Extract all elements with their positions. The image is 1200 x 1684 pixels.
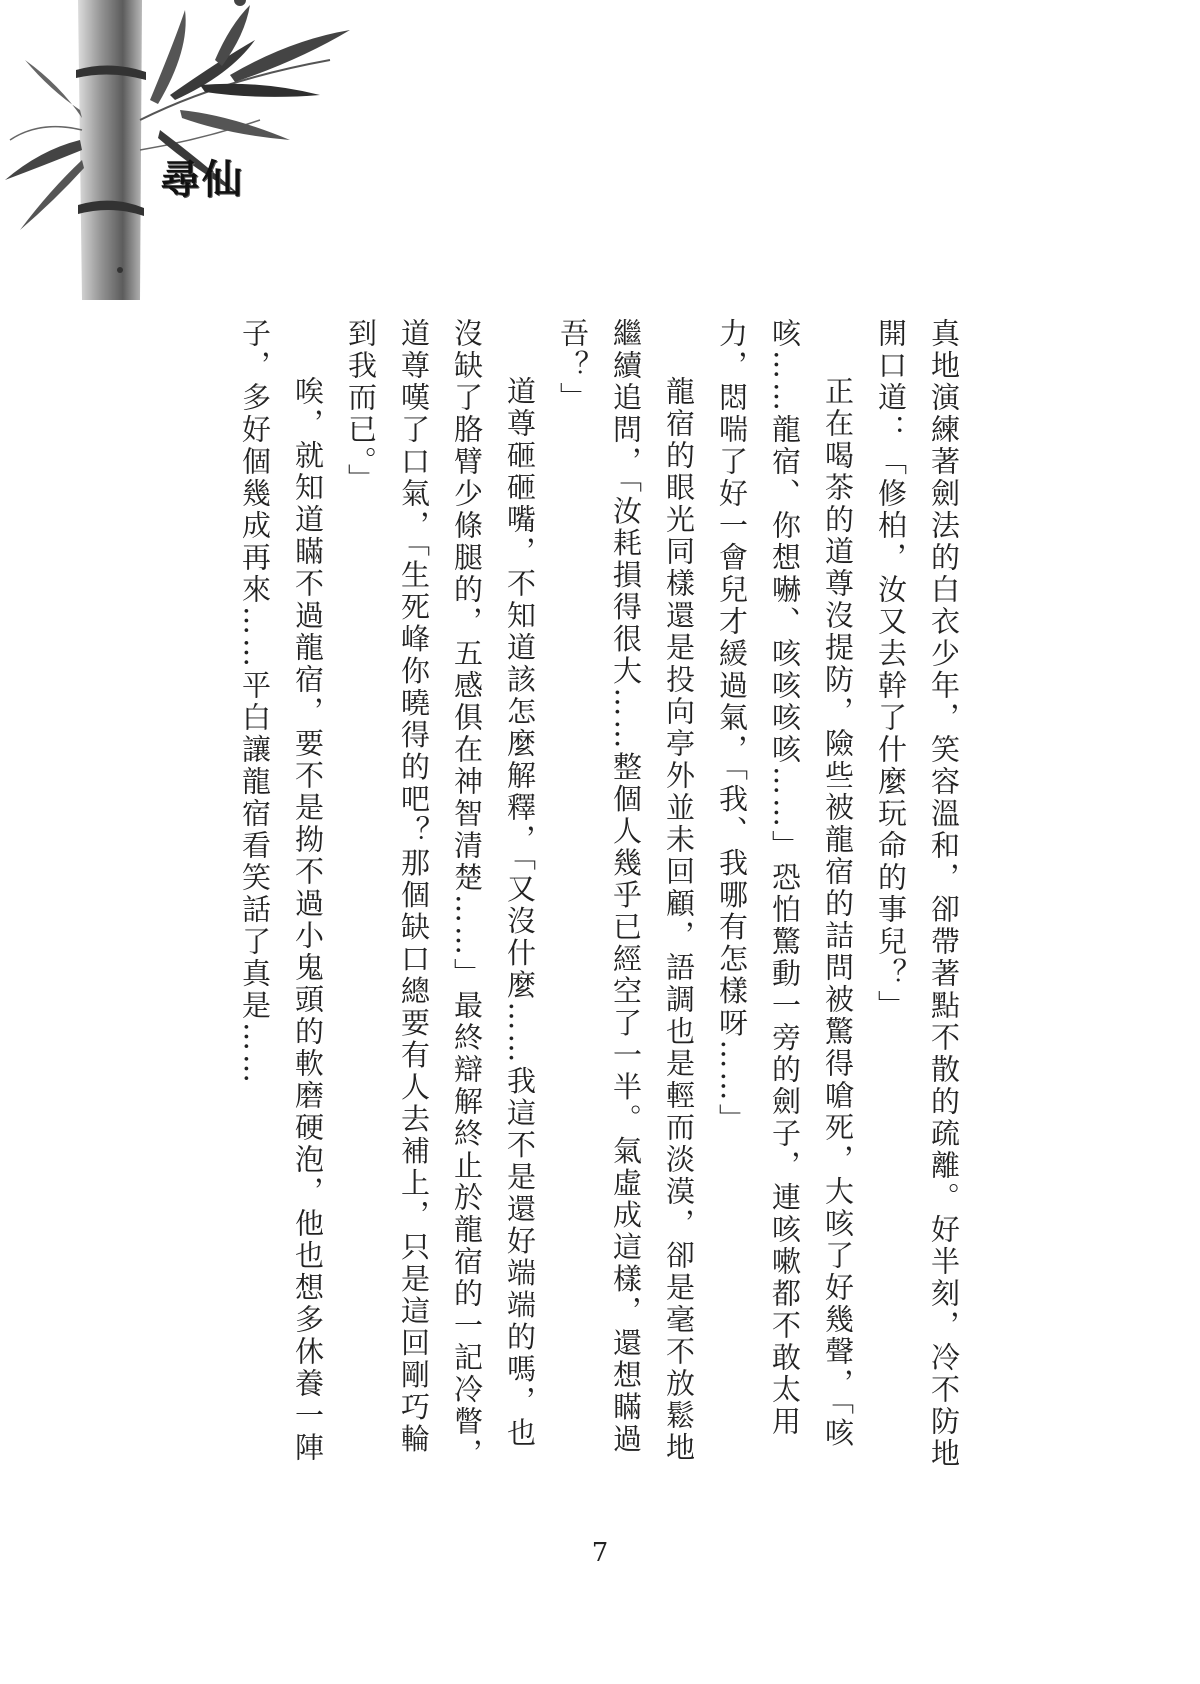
- book-title: 尋仙: [160, 156, 244, 203]
- paragraph: 道尊砸砸嘴，不知道該怎麼解釋，「又沒什麼……我這不是還好端端的嗎，也沒缺了胳臂少條腿的，五感俱在神智清楚……」最終辯解終止於龍宿的一記冷瞥，道尊嘆了口氣，「生死峰你曉得的吧？那個缺口總要有人去補上，只是這回剛巧輪到我而已。」: [344, 318, 537, 1470]
- paragraph: 唉，就知道瞞不過龍宿，要不是拗不過小鬼頭的軟磨硬泡，他也想多休養一陣子，多好個幾成再來……平白讓龍宿看笑話了真是……: [238, 318, 325, 1464]
- body-text: [238, 318, 970, 1478]
- page-number: 7: [591, 1538, 609, 1568]
- paragraph: 龍宿的眼光同樣還是投向亭外並未回顧，語調也是輕而淡漠，卻是毫不放鬆地繼續追問，「汝耗損得很大……整個人幾乎已經空了一半。氣虛成這樣，還想瞞過吾？」: [556, 318, 696, 1464]
- paragraph: 正在喝茶的道尊沒提防，險些被龍宿的詰問被驚得嗆死，大咳了好幾聲，「咳咳……龍宿、你想嚇、咳咳咳咳……」恐怕驚動一旁的劍子，連咳嗽都不敢太用力，悶喘了好一會兒才緩過氣，「我、我哪有怎樣呀……」: [715, 318, 855, 1450]
- paragraph: 真地演練著劍法的白衣少年，笑容溫和，卻帶著點不散的疏離。好半刻，冷不防地開口道：「修柏，汝又去幹了什麼玩命的事兒？」: [874, 318, 961, 1470]
